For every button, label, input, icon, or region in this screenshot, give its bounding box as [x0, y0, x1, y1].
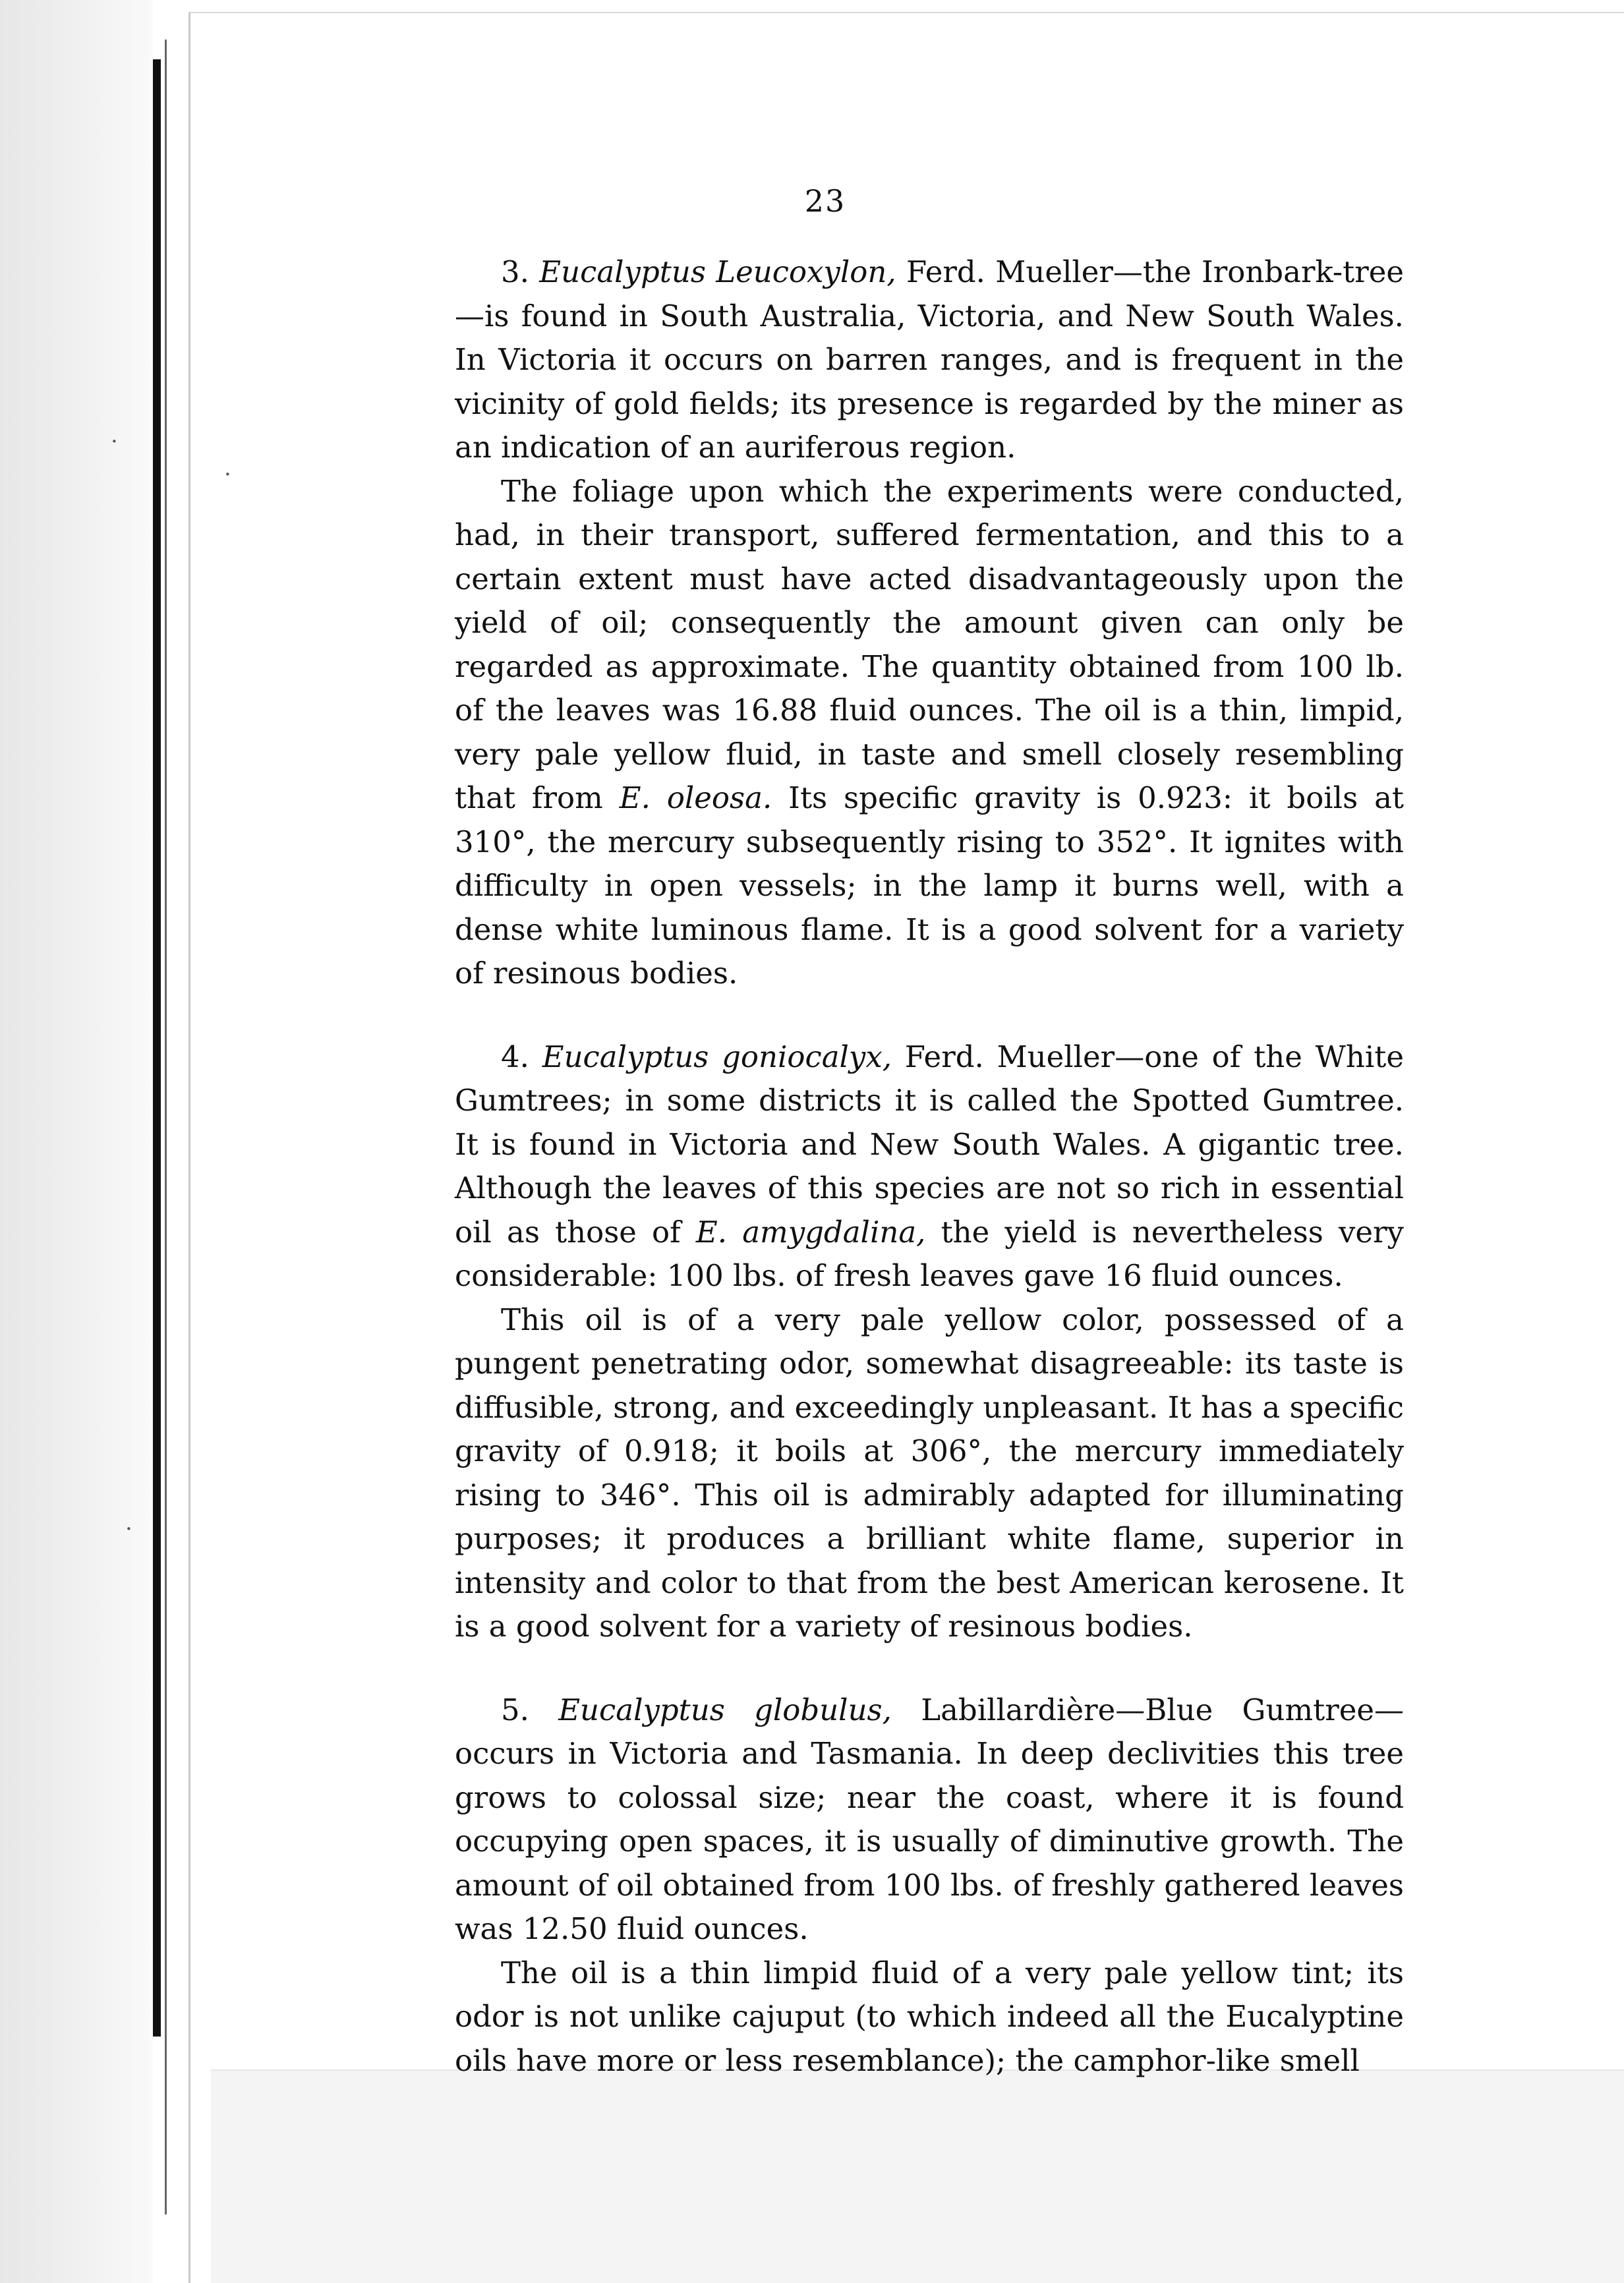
entry-description: Ferd. Mueller—the Ironbark-tree—is found in South Australia, Victoria, and New South Wales. In Victoria it occurs on barren ranges, and is frequent in the vicinity of gold fields; its presence is regarded by the miner as an indication of an auriferous region.	[455, 254, 1404, 465]
page-bottom-shadow	[211, 2069, 1624, 2283]
entry-5-paragraph	[455, 1689, 1404, 1951]
book-binding-shadow	[153, 59, 161, 2037]
margin-speck: ·	[224, 461, 231, 488]
entry-5-oil-paragraph: The oil is a thin limpid fluid of a very pale yellow tint; its odor is not unlike cajuput (to which indeed all the Eucalyptine oils have more or less resemblance); the camphor-like smell	[455, 1955, 1404, 2078]
species-reference: E. amygdalina,	[695, 1214, 926, 1250]
entry-number: 3.	[501, 254, 529, 289]
book-binding-edge	[165, 40, 167, 2214]
entry-number: 4.	[501, 1039, 529, 1074]
species-name: Eucalyptus goniocalyx,	[542, 1039, 892, 1074]
entry-number: 5.	[501, 1692, 529, 1727]
page-number: 23	[804, 183, 846, 219]
entry-3-oil-paragraph	[455, 470, 1404, 996]
entry-description: Labillardière—Blue Gumtree—occurs in Victoria and Tasmania. In deep declivities this tree grows to colossal size; near the coast, where it is found occupying open spaces, it is usually of diminutive growth. The amount of oil obtained from 100 lbs. of freshly gathered leaves was 12.50 fluid ounces.	[455, 1692, 1404, 1946]
oil-description-continued: Its specific gravity is 0.923: it boils at 310°, the mercury subsequently rising to 352°. It ignites with difficulty in open vessels; in the lamp it burns well, with a dense white luminous flame. It is a good solvent for a variety of resinous bodies.	[455, 780, 1404, 991]
margin-speck: ·	[125, 1516, 132, 1542]
entry-4-paragraph	[455, 1035, 1404, 1298]
species-name: Eucalyptus globulus,	[558, 1692, 892, 1727]
entry-4-oil-paragraph: This oil is of a very pale yellow color, possessed of a pungent penetrating odor, somewhat disagreeable: its taste is diffusible, strong, and exceedingly unpleasant. It has a specific gravity of 0.918; it boils at 306°, the mercury immediately rising to 346°. This oil is admirably adapted for illuminating purposes; it produces a brilliant white flame, superior in intensity and color to that from the best American kerosene. It is a good solvent for a variety of resinous bodies.	[455, 1302, 1404, 1644]
oil-description: The foliage upon which the experiments were conducted, had, in their transport, suffered fermentation, and this to a certain extent must have acted disadvantageously upon the yield of oil; consequently the amount given can only be regarded as approximate. The quantity obtained from 100 lb. of the leaves was 16.88 fluid ounces. The oil is a thin, limpid, very pale yellow fluid, in taste and smell closely resembling that from	[455, 473, 1404, 815]
previous-page-edge	[0, 0, 153, 2283]
margin-speck: ·	[111, 428, 118, 455]
text-body	[455, 250, 1404, 2083]
entry-description: Ferd. Mueller—one of the White Gumtrees; in some districts it is called the Spotted Gumtree. It is found in Victoria and New South Wales. A gigantic tree. Although the leaves of this species are not so rich in essential oil as those of	[455, 1039, 1404, 1250]
species-reference: E. oleosa.	[619, 780, 772, 815]
species-name: Eucalyptus Leucoxylon,	[539, 254, 896, 289]
entry-3-paragraph	[455, 250, 1404, 470]
entry-description-continued: the yield is nevertheless very considerable: 100 lbs. of fresh leaves gave 16 fluid ounces.	[455, 1214, 1404, 1293]
